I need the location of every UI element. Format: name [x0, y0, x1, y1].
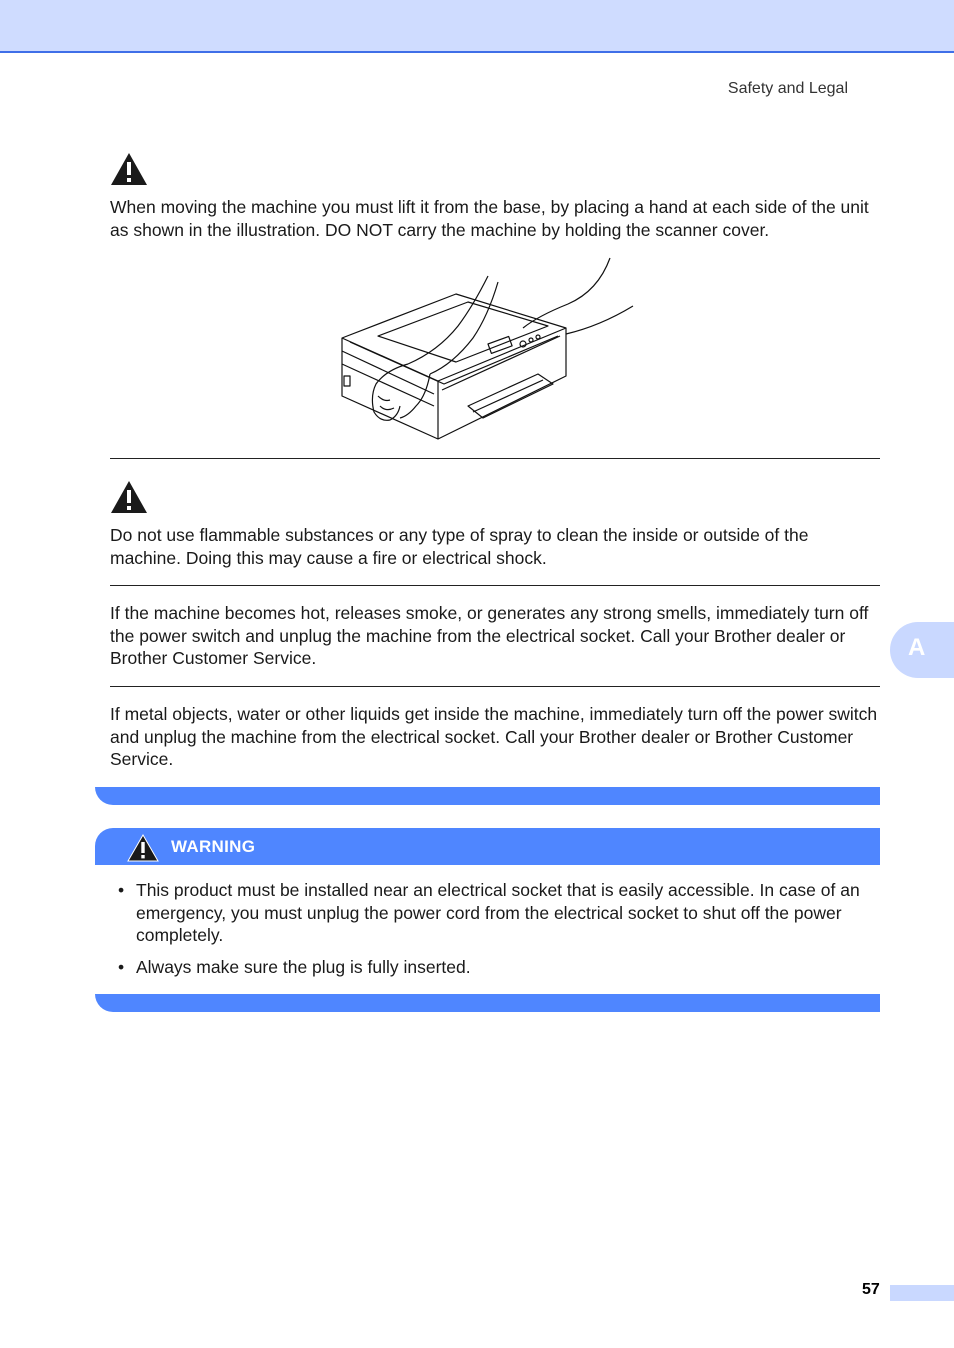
list-item: • This product must be installed near an electrical socket that is easily accessible. In case of an emergency, you must unplug the power cord from the electrical socket to shut off the power completely.: [118, 879, 880, 947]
footer-tab: [890, 1285, 954, 1301]
warning-top-bar: [95, 787, 880, 805]
page-number: 57: [862, 1281, 880, 1298]
section-divider: [110, 585, 880, 586]
caution-text-moving: When moving the machine you must lift it from the base, by placing a hand at each side of the unit as shown in the illustration. DO NOT carry the machine by holding the scanner cover.: [110, 197, 869, 240]
appendix-side-tab: [890, 622, 954, 678]
warning-header: [95, 828, 880, 865]
warning-title: WARNING: [171, 837, 256, 856]
warning-triangle-icon: [110, 480, 148, 514]
warning-triangle-icon: [127, 834, 159, 862]
warning-bottom-bar: [95, 994, 880, 1012]
caution-text-flammable: Do not use flammable substances or any type of spray to clean the inside or outside of the machine. Doing this may cause a fire or electrical shock.: [110, 525, 809, 568]
header-band: [0, 0, 954, 53]
caution-text-liquids: If metal objects, water or other liquids get inside the machine, immediately turn off the power switch and unplug the machine from the electrical socket. Call your Brother dealer or Brother Customer Service.: [110, 704, 878, 769]
warning-triangle-icon: [110, 152, 148, 186]
section-divider: [110, 458, 880, 459]
machine-lifting-illustration: [338, 256, 638, 446]
section-header-label: Safety and Legal: [727, 80, 848, 97]
side-tab-letter: A: [908, 634, 926, 661]
section-divider: [110, 686, 880, 687]
warning-bullet-list: [118, 879, 880, 987]
caution-text-hot: If the machine becomes hot, releases smoke, or generates any strong smells, immediately turn off the power switch and unplug the machine from the electrical socket. Call your Brother dealer or Brother Customer Service.: [110, 603, 869, 668]
list-item: • Always make sure the plug is fully inserted.: [118, 956, 880, 979]
